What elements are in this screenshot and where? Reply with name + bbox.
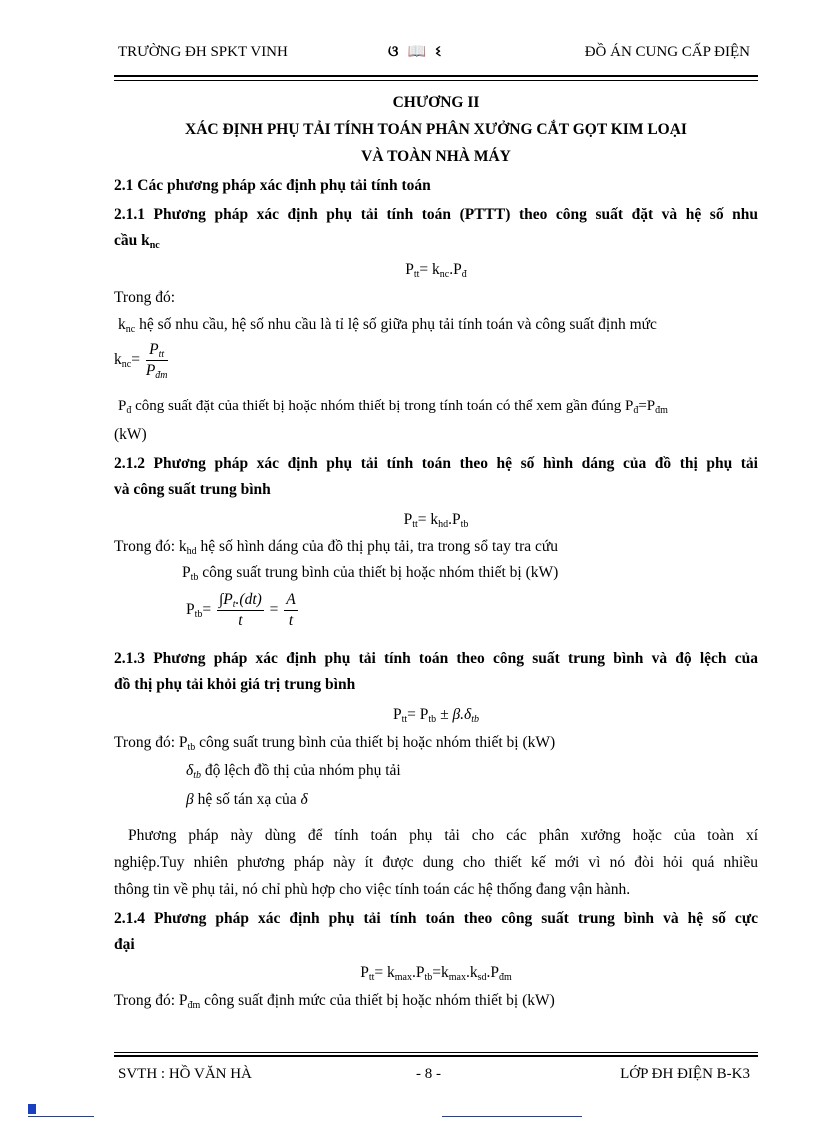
pd-unit: (kW) <box>114 426 147 443</box>
section-2-1-2-heading-line2: và công suất trung bình <box>114 481 271 498</box>
footer-rule-thin <box>114 1052 758 1053</box>
formula-ptt-khd: $P_{tt}= k_{hd}.P_{tb}$ <box>403 511 469 530</box>
trong-do-label: Trong đó: <box>114 289 176 306</box>
knc-definition: $k_{nc}$ hệ số nhu cầu, hệ số nhu cầu là tỉ lệ số giữa phụ tải tính toán và công suất định mức <box>118 316 657 335</box>
method-note-line1: Phương pháp này dùng để tính toán phụ tải cho các phân xưởng hoặc của toàn xí <box>128 827 758 844</box>
footer-page-number: - 8 - <box>416 1066 441 1082</box>
chapter-number: CHƯƠNG II <box>392 94 480 111</box>
section-2-1-1-heading-line2 <box>114 232 160 250</box>
header-rule-thick <box>114 75 758 77</box>
section-2-1-3-heading-line2: đồ thị phụ tải khỏi giá trị trung bình <box>114 676 356 693</box>
pd-definition: $P_đ$ công suất đặt của thiết bị hoặc nhóm thiết bị trong tính toán có thể xem gần đúng $P_đ=P_{đm}$ <box>118 398 668 416</box>
section-2-1-heading: 2.1 Các phương pháp xác định phụ tải tính toán <box>114 177 431 194</box>
bottom-link-underline-center[interactable] <box>442 1116 582 1117</box>
beta-definition: β hệ số tán xạ của δ <box>186 791 308 808</box>
header-rule-thin <box>114 80 758 81</box>
formula-ptt-knc: $P_{tt}= k_{nc}.P_đ$ <box>405 261 467 280</box>
section-2-1-4-heading-line1: 2.1.4 Phương pháp xác định phụ tải tính toán theo công suất trung bình và hệ số cực <box>114 910 758 927</box>
footer-right: LỚP ĐH ĐIỆN B-K3 <box>620 1066 750 1082</box>
section-2-1-2-heading-line1: 2.1.2 Phương pháp xác định phụ tải tính toán theo hệ số hình dáng của đồ thị phụ tải <box>114 455 758 472</box>
formula-ptt-delta: $P_{tt}= P_{tb} \pm \beta.\delta_{tb}$ <box>392 706 480 725</box>
header-left: TRƯỜNG ĐH SPKT VINH <box>118 44 288 60</box>
method-note-line3: thông tin về phụ tải, nó chỉ phù hợp cho việc tính toán các hệ thống đang vận hành. <box>114 881 631 898</box>
footer-left: SVTH : HỒ VĂN HÀ <box>118 1066 252 1082</box>
chapter-title-line2: VÀ TOÀN NHÀ MÁY <box>361 148 511 165</box>
header-right: ĐỒ ÁN CUNG CẤP ĐIỆN <box>584 44 750 60</box>
khd-definition: Trong đó: $k_{hd}$ hệ số hình dáng của đồ thị phụ tải, tra trong sổ tay tra cứu <box>114 538 559 557</box>
formula-ptb-fraction: $P_{tb}=$ $\frac{\int P_t.(dt)}{t}$ = $\frac{A}{t}$ <box>186 591 296 629</box>
ptb-definition: $P_{tb}$ công suất trung bình của thiết bị hoặc nhóm thiết bị (kW) <box>182 564 559 583</box>
section-2-1-3-heading-line1: 2.1.3 Phương pháp xác định phụ tải tính toán theo công suất trung bình và độ lệch của <box>114 650 758 667</box>
delta-definition: $\delta_{tb}$ độ lệch đồ thị của nhóm phụ tải <box>186 762 401 781</box>
ptb-definition-2: Trong đó: $P_{tb}$ công suất trung bình của thiết bị hoặc nhóm thiết bị (kW) <box>114 734 556 753</box>
heading-sub: nc <box>149 240 160 251</box>
section-2-1-1-heading-line1: 2.1.1 Phương pháp xác định phụ tải tính toán (PTTT) theo công suất đặt và hệ số nhu <box>114 206 758 223</box>
section-2-1-4-heading-line2: đại <box>114 936 135 953</box>
heading-text: cầu k <box>114 232 150 249</box>
chapter-title-line1: XÁC ĐỊNH PHỤ TẢI TÍNH TOÁN PHÂN XƯỞNG CẮT GỌT KIM LOẠI <box>185 121 687 138</box>
pdm-definition: Trong đó: $P_{đm}$ công suất định mức của thiết bị hoặc nhóm thiết bị (kW) <box>114 992 555 1011</box>
footer-rule-thick <box>114 1055 758 1057</box>
formula-knc-fraction: $k_{nc}=$ $\frac{P_{tt}}{P_{đm}}$ <box>114 341 168 381</box>
header-ornament: ଓ 📖 ଽ <box>388 42 443 60</box>
bottom-link-underline-left[interactable] <box>28 1116 94 1117</box>
method-note-line2: nghiệp.Tuy nhiên phương pháp này ít được dung cho thiết kế mới vì nó đòi hỏi quá nhiều <box>114 854 758 871</box>
bottom-link-marker[interactable] <box>28 1104 36 1114</box>
formula-ptt-kmax: $P_{tt}= k_{max}.P_{tb}=k_{max}.k_{sd}.P_{đm}$ <box>360 964 512 983</box>
